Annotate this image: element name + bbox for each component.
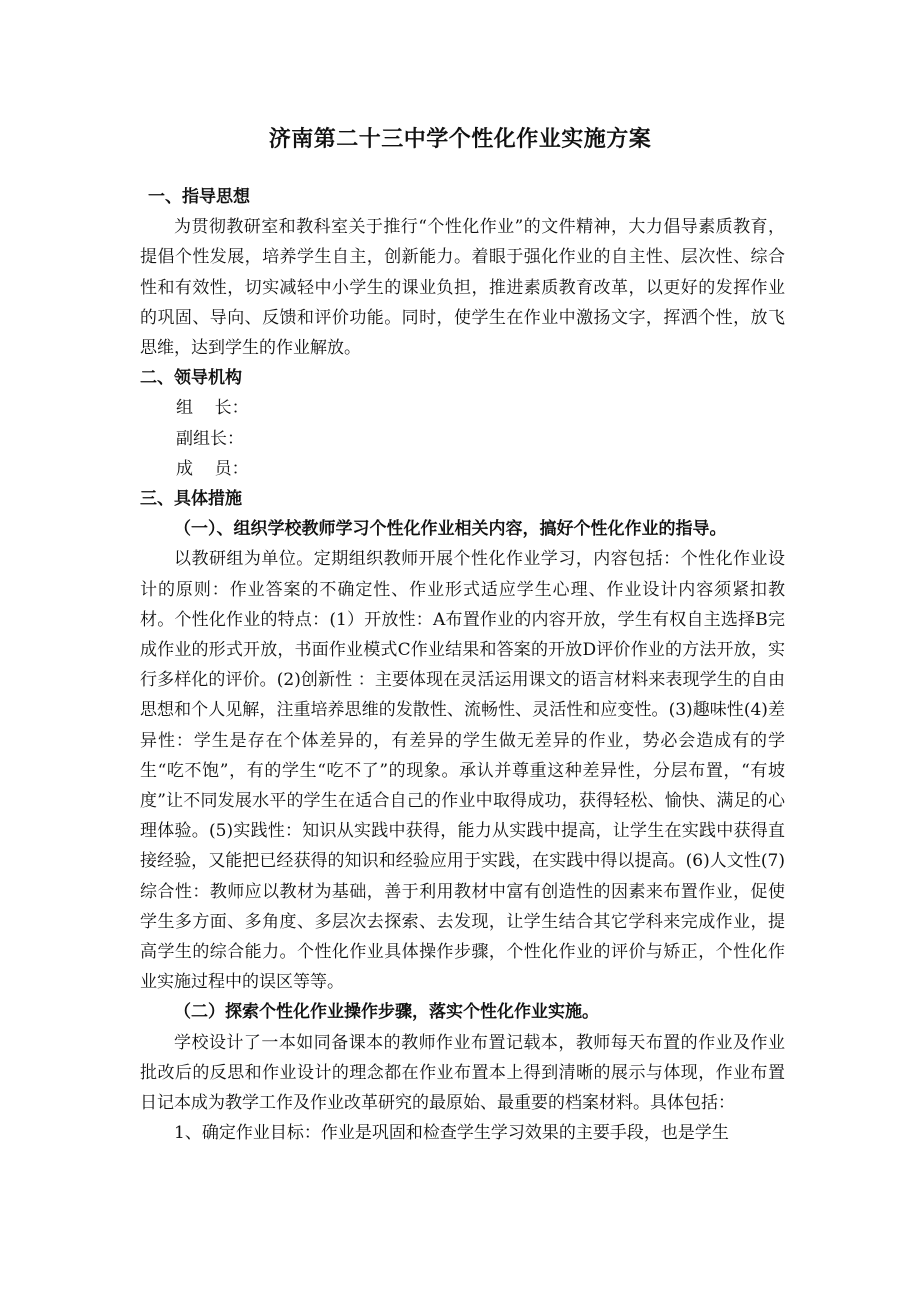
list-item-1: 1、确定作业目标：作业是巩固和检查学生学习效果的主要手段，也是学生: [174, 1123, 729, 1144]
subsection-heading-2: （二）探索个性化作业操作步骤，落实个性化作业实施。: [174, 1002, 599, 1023]
document-title: 济南第二十三中学个性化作业实施方案: [268, 127, 652, 152]
section-heading-guiding: 一、指导思想: [148, 187, 250, 207]
role-deputy: 副组长：: [176, 428, 244, 449]
paragraph-measures-1: 以教研组为单位。定期组织教师开展个性化作业学习，内容包括：个性化作业设计的原则：作业答案的不确定性、作业形式适应学生心理、作业设计内容须紧扣教材。个性化作业的特点：(1）开放性：A布置作业的内容开放，学生有权自主选择B完成作业的形式开放，书面作业模式C作业结果和答案的开放D评价作业的方法开放，实行多样化的评价。(2)创新性 ：主要体现在灵活运用课文的语言材料来表现学生的自由思想和个人见解，注重培养思维的发散性、流畅性、灵活性和应变性。(3)趣味性(4)差异性：学生是存在个体差异的，有差异的学生做无差异的作业，势必会造成有的学生“吃不饱”，有的学生“吃不了”的现象。承认并尊重这种差异性，分层布置，“有坡度”让不同发展水平的学生在适合自己的作业中取得成功，获得轻松、愉快、满足的心理体验。(5)实践性：知识从实践中获得，能力从实践中提高，让学生在实践中获得直接经验，又能把已经获得的知识和经验应用于实践，在实践中得以提高。(6)人文性(7)综合性：教师应以教材为基础，善于利用教材中富有创造性的因素来布置作业，促使学生多方面、多角度、多层次去探索、去发现，让学生结合其它学科来完成作业，提高学生的综合能力。个性化作业具体操作步骤，个性化作业的评价与矫正，个性化作业实施过程中的误区等等。: [140, 549, 785, 993]
section-heading-leadership: 二、领导机构: [140, 368, 242, 389]
role-leader: 组 长：: [176, 398, 249, 419]
document-body: [140, 182, 785, 1149]
section-heading-measures: 三、具体措施: [140, 489, 242, 510]
role-members: 成 员：: [176, 458, 249, 479]
paragraph-guiding: 为贯彻教研室和教科室关于推行“个性化作业”的文件精神，大力倡导素质教育，提倡个性发展，培养学生自主，创新能力。着眼于强化作业的自主性、层次性、综合性和有效性，切实减轻中小学生的课业负担，推进素质教育改革，以更好的发挥作业的巩固、导向、反馈和评价功能。同时，使学生在作业中激扬文字，挥洒个性，放飞思维，达到学生的作业解放。: [140, 217, 785, 359]
subsection-heading-1: （一）、组织学校教师学习个性化作业相关内容，搞好个性化作业的指导。: [174, 519, 727, 540]
paragraph-measures-2: 学校设计了一本如同备课本的教师作业布置记载本，教师每天布置的作业及作业批改后的反思和作业设计的理念都在作业布置本上得到清晰的展示与体现，作业布置日记本成为教学工作及作业改革研究的最原始、最重要的档案材料。具体包括：: [140, 1032, 785, 1114]
